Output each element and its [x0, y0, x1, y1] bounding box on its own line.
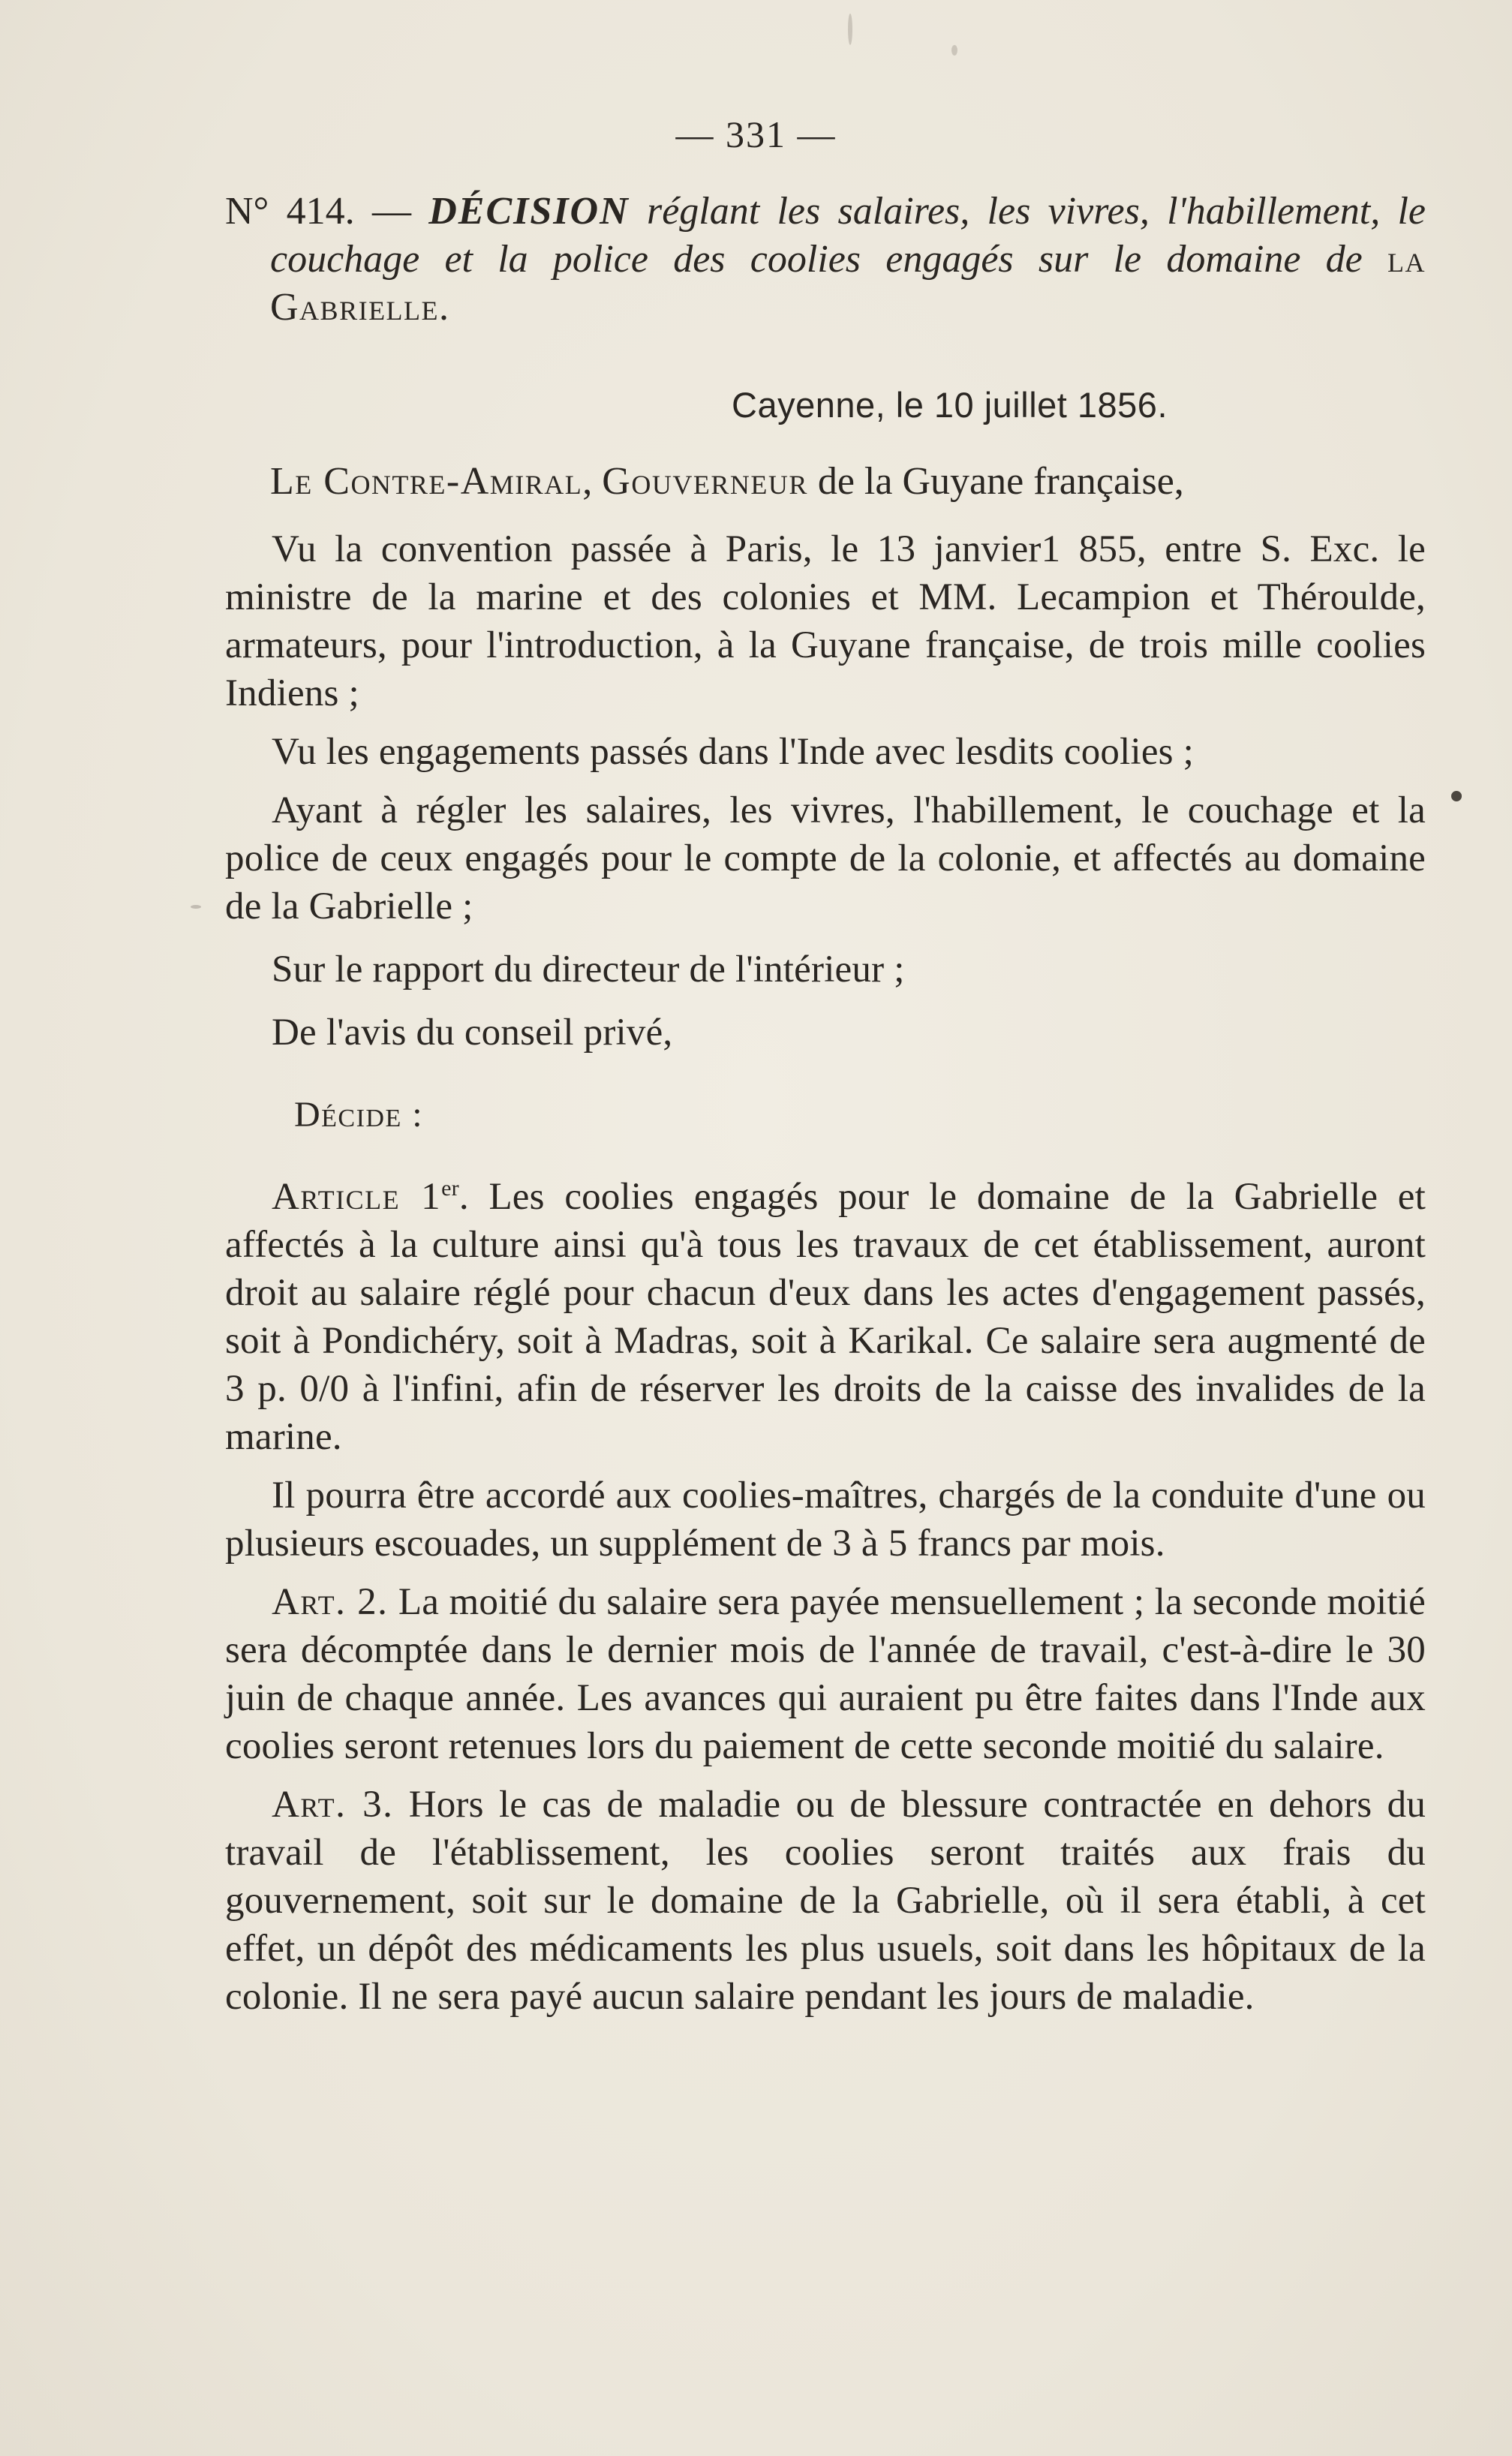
decide-heading: Décide :	[294, 1095, 424, 1135]
articles	[225, 1165, 1426, 2021]
title-dash: —	[371, 190, 411, 233]
governor-line: Le Contre-Amiral, Gouverneur de la Guyane française,	[270, 460, 1184, 503]
preamble	[225, 525, 1426, 1057]
date-line: Cayenne, le 10 juillet 1856.	[732, 385, 1168, 425]
article-1-text: Les coolies engagés pour le domaine de la Gabrielle et affectés à la culture ainsi qu'à tous les travaux de cet établissement, auront droit au salaire réglé pour chacun d'eux dans les actes d'engagement passés, soit à Pondichéry, soit à Madras, soit à Karikal. Ce salaire sera augmenté de 3 p. 0/0 à l'infini, afin de réserver les droits de la caisse des invalides de la marine.	[225, 1176, 1426, 1458]
page-number: — 331 —	[675, 113, 837, 155]
decision-number: N° 414.	[225, 190, 355, 233]
estate-name: la Gabrielle.	[270, 238, 1426, 329]
decision-keyword: DÉCISION	[428, 190, 630, 233]
article-1-superscript: er	[441, 1176, 459, 1201]
preamble-paragraph: Vu les engagements passés dans l'Inde avec lesdits coolies ;	[272, 731, 1195, 773]
decision-subject: réglant les salaires, les vivres, l'habillement, le couchage et la police des coolies engagés sur le domaine de	[270, 190, 1426, 281]
preamble-paragraph: Sur le rapport du directeur de l'intérieur ;	[272, 948, 905, 991]
preamble-paragraph: Ayant à régler les salaires, les vivres, l'habillement, le couchage et la police de ceux engagés pour le compte de la colonie, et affectés au domaine de la Gabrielle ;	[225, 789, 1426, 927]
governor-territory: de la Guyane française,	[817, 460, 1184, 503]
article-1-label: Article 1	[272, 1176, 442, 1218]
governor-rank: Le Contre-Amiral	[270, 460, 583, 503]
article-2-label: Art. 2.	[272, 1581, 389, 1623]
ink-speck	[848, 14, 852, 45]
ink-speck	[191, 905, 201, 909]
article-3-paragraph	[225, 1781, 1426, 2021]
article-3-label: Art. 3.	[272, 1784, 394, 1826]
article-3-text: Hors le cas de maladie ou de blessure contractée en dehors du travail de l'établissement, les coolies seront traités aux frais du gouvernement, soit sur le domaine de la Gabrielle, où il sera établi, à cet effet, un dépôt des médicaments les plus usuels, soit dans les hôpitaux de la colonie. Il ne sera payé aucun salaire pendant les jours de maladie.	[225, 1784, 1426, 2018]
preamble-paragraph: De l'avis du conseil privé,	[272, 1012, 673, 1054]
article-1-second-paragraph: Il pourra être accordé aux coolies-maîtres, chargés de la conduite d'une ou plusieurs escouades, un supplément de 3 à 5 francs par mois.	[225, 1475, 1426, 1565]
governor-role: Gouverneur	[602, 460, 808, 503]
article-1-paragraph: Article 1er. Les coolies engagés pour le domaine de la Gabrielle et affectés à la culture ainsi qu'à tous les travaux de cet établissement, auront droit au salaire réglé pour chacun d'eux dans les actes d'engagement passés, soit à Pondichéry, soit à Madras, soit à Karikal. Ce salaire sera augmenté de 3 p. 0/0 à l'infini, afin de réserver les droits de la caisse des invalides de la marine.	[225, 1176, 1426, 1458]
preamble-paragraph: Vu la convention passée à Paris, le 13 janvier1 855, entre S. Exc. le ministre de la marine et des colonies et MM. Lecampion et Théroulde, armateurs, pour l'introduction, à la Guyane française, de trois mille coolies Indiens ;	[225, 528, 1426, 714]
article-2-text: La moitié du salaire sera payée mensuellement ; la seconde moitié sera décomptée dans le dernier mois de l'année de travail, c'est-à-dire le 30 juin de chaque année. Les avances qui auraient pu être faites dans l'Inde aux coolies seront retenues lors du paiement de cette seconde moitié du salaire.	[225, 1581, 1426, 1767]
decision-title	[225, 188, 1426, 332]
ink-speck	[951, 45, 957, 56]
ink-speck	[1451, 791, 1462, 801]
article-2-paragraph	[225, 1578, 1426, 1770]
